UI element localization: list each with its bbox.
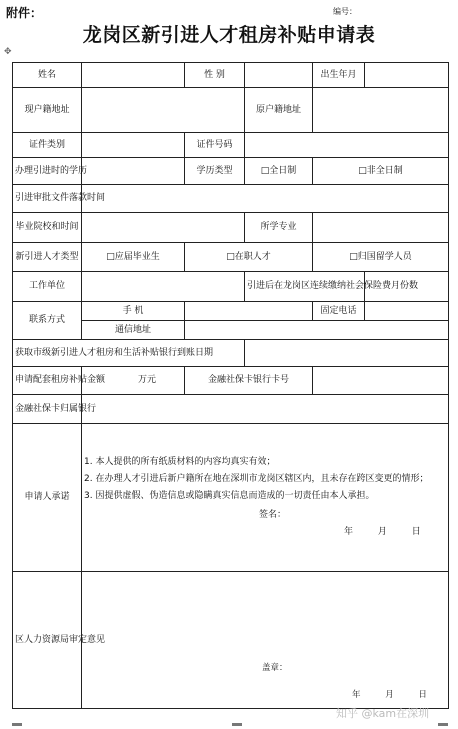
current-hukou-label: 现户籍地址 [13, 88, 82, 133]
gender-label: 性 别 [185, 63, 245, 88]
graduate-checkbox[interactable]: □应届毕业生 [82, 243, 185, 272]
opinion-label: 区人力资源局审定意见 [13, 572, 82, 709]
id-number-label: 证件号码 [185, 133, 245, 158]
card-number-label: 金融社保卡银行卡号 [185, 367, 313, 395]
opinion-section[interactable] [82, 572, 449, 709]
pledge-date: 年 月 日 [344, 527, 421, 537]
page-title: 龙岗区新引进人才租房补贴申请表 [82, 24, 376, 46]
graduate-school-label: 毕业院校和时间 [13, 213, 82, 243]
mailing-address-label: 通信地址 [82, 321, 185, 340]
original-hukou-field[interactable] [313, 88, 449, 133]
pledge-section [82, 424, 449, 572]
move-anchor-icon[interactable]: ✥ [4, 47, 12, 57]
zhihu-watermark: 知乎 @kam在深圳 [336, 707, 430, 720]
major-field[interactable] [313, 213, 449, 243]
landline-label: 固定电话 [313, 302, 365, 321]
employer-label: 工作单位 [13, 272, 82, 302]
signature-label: 签名： [259, 510, 287, 520]
mobile-label: 手 机 [82, 302, 185, 321]
mailing-address-field[interactable] [185, 321, 449, 340]
graduate-school-field[interactable] [82, 213, 245, 243]
opinion-date: 年 月 日 [352, 690, 427, 700]
employed-checkbox[interactable]: □在职人才 [185, 243, 313, 272]
returnee-checkbox[interactable]: □归国留学人员 [313, 243, 449, 272]
employer-field[interactable] [82, 272, 245, 302]
education-field[interactable] [82, 158, 185, 185]
id-type-label: 证件类别 [13, 133, 82, 158]
fulltime-checkbox[interactable]: □全日制 [245, 158, 313, 185]
name-field[interactable] [82, 63, 185, 88]
bank-label: 金融社保卡归属银行 [13, 395, 82, 424]
contact-label: 联系方式 [13, 302, 82, 340]
approval-time-field[interactable] [82, 185, 449, 213]
bank-field[interactable] [82, 395, 449, 424]
id-number-field[interactable] [245, 133, 449, 158]
pledge-item-3: 3. 因提供虚假、伪造信息或隐瞒真实信息而造成的一切责任由本人承担。 [84, 491, 375, 501]
payment-date-field[interactable] [245, 340, 449, 367]
parttime-checkbox[interactable]: □非全日制 [313, 158, 449, 185]
application-form-table [12, 62, 449, 709]
name-label: 姓名 [13, 63, 82, 88]
education-label: 办理引进时的学历 [13, 158, 82, 185]
social-security-label: 引进后在龙岗区连续缴纳社会保险费月份数 [245, 272, 365, 302]
attachment-label: 附件： [6, 6, 43, 20]
resize-handle-right[interactable] [438, 723, 448, 726]
payment-date-label: 获取市级新引进人才租房和生活补贴银行到账日期 [13, 340, 245, 367]
yuan-unit: 万元 [137, 375, 156, 385]
education-type-label: 学历类型 [185, 158, 245, 185]
resize-handle-center[interactable] [232, 723, 242, 726]
birth-label: 出生年月 [313, 63, 365, 88]
major-label: 所学专业 [245, 213, 313, 243]
number-label: 编号： [333, 7, 357, 16]
birth-field[interactable] [365, 63, 449, 88]
id-type-field[interactable] [82, 133, 185, 158]
pledge-label: 申请人承诺 [13, 424, 82, 572]
resize-handle-left[interactable] [12, 723, 22, 726]
pledge-item-2: 2. 在办理人才引进后新户籍所在地在深圳市龙岗区辖区内，且未存在跨区变更的情形； [84, 474, 429, 484]
pledge-item-1: 1. 本人提供的所有纸质材料的内容均真实有效； [84, 457, 276, 467]
current-hukou-field[interactable] [82, 88, 245, 133]
original-hukou-label: 原户籍地址 [245, 88, 313, 133]
approval-time-label: 引进审批文件落款时间 [13, 185, 82, 213]
gender-field[interactable] [245, 63, 313, 88]
card-number-field[interactable] [313, 367, 449, 395]
seal-label: 盖章： [262, 663, 288, 673]
mobile-field[interactable] [185, 302, 313, 321]
talent-type-label: 新引进人才类型 [13, 243, 82, 272]
amount-label: 申请配套租房补贴金额 [13, 367, 82, 395]
landline-field[interactable] [365, 302, 449, 321]
